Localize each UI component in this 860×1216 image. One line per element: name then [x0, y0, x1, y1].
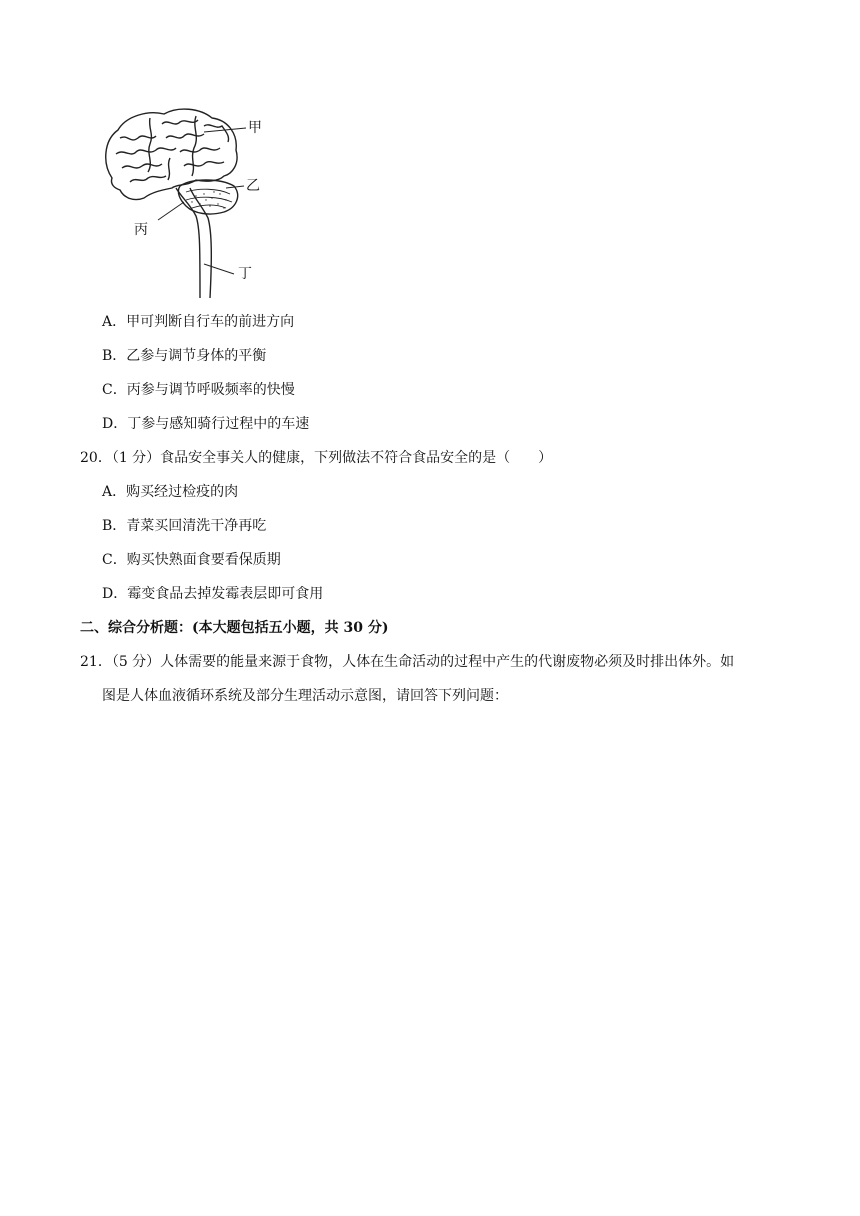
- section-heading: 二、综合分析题：(本大题包括五小题，共 30 分): [80, 620, 389, 636]
- q20-option-c: [102, 550, 281, 570]
- leader-ding: [204, 264, 234, 274]
- option-text: 丙参与调节呼吸频率的快慢: [126, 382, 295, 398]
- q19-option-a: [102, 312, 294, 332]
- q20-option-d: [102, 584, 323, 604]
- label-yi: 乙: [246, 178, 260, 194]
- brain-diagram: [100, 108, 270, 300]
- q20-stem: 20．（1 分）食品安全事关人的健康，下列做法不符合食品安全的是（ ）: [80, 450, 553, 466]
- option-text: 青菜买回清洗干净再吃: [126, 518, 267, 534]
- option-text: 购买快熟面食要看保质期: [126, 552, 281, 568]
- option-text: 购买经过检疫的肉: [126, 484, 239, 500]
- option-letter: D．: [102, 586, 128, 602]
- q19-option-c: [102, 380, 295, 400]
- q19-option-d: [102, 414, 309, 434]
- option-text: 丁参与感知骑行过程中的车速: [127, 416, 310, 432]
- leader-bing: [158, 202, 184, 220]
- option-text: 乙参与调节身体的平衡: [126, 348, 267, 364]
- label-bing: 丙: [134, 222, 148, 238]
- q20-option-b: [102, 516, 266, 536]
- option-letter: C．: [102, 382, 127, 398]
- q21-stem-line2: 图是人体血液循环系统及部分生理活动示意图，请回答下列问题：: [102, 688, 508, 704]
- option-text: 霉变食品去掉发霉表层即可食用: [127, 586, 324, 602]
- option-letter: B．: [102, 518, 127, 534]
- label-jia: 甲: [248, 120, 262, 136]
- q19-option-b: [102, 346, 266, 366]
- option-letter: C．: [102, 552, 127, 568]
- q20-option-a: [102, 482, 238, 502]
- option-letter: B．: [102, 348, 127, 364]
- option-letter: D．: [102, 416, 128, 432]
- q21-stem-line1: 21．（5 分）人体需要的能量来源于食物，人体在生命活动的过程中产生的代谢废物必须及时排出体外。如: [80, 654, 735, 670]
- option-letter: A．: [102, 314, 127, 330]
- option-text: 甲可判断自行车的前进方向: [126, 314, 295, 330]
- option-letter: A．: [102, 484, 127, 500]
- label-ding: 丁: [238, 266, 252, 282]
